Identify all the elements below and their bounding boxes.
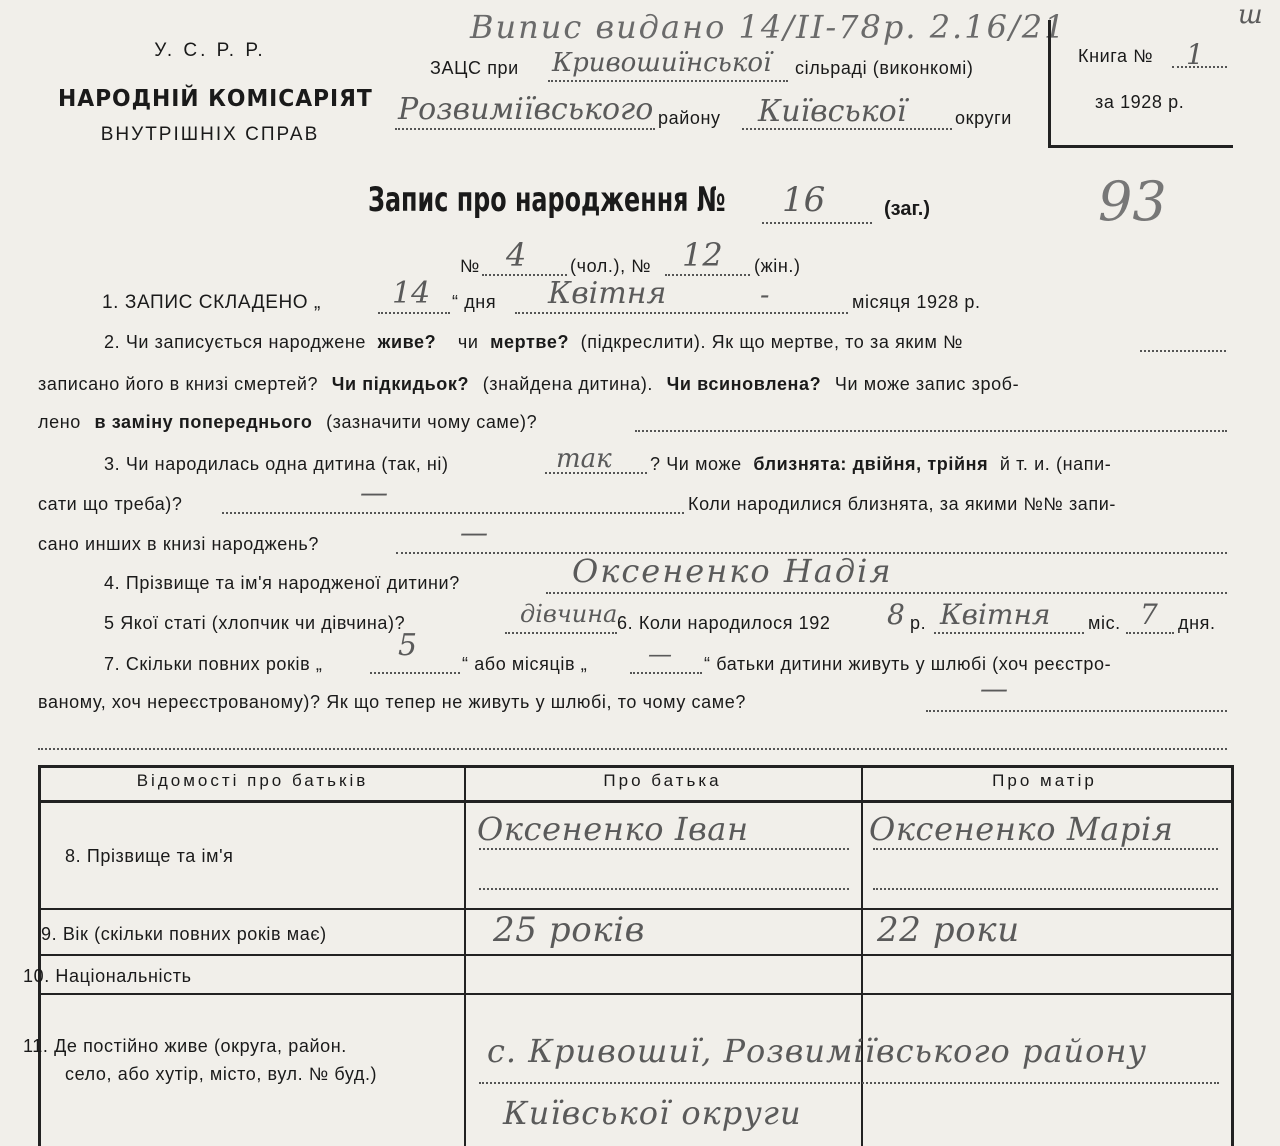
item6-day-suffix: дня. [1178, 613, 1216, 633]
mother-name-handwritten: Оксененко Марія [869, 810, 1174, 848]
male-number-handwritten: 4 [506, 236, 527, 274]
parents-table [23, 765, 1234, 1146]
side-number-handwritten: 93 [1098, 170, 1167, 233]
female-number-line [665, 274, 750, 276]
okruha-handwritten: Київської [758, 94, 907, 129]
item6-day-line [1126, 632, 1174, 634]
item7-years-handwritten: 5 [398, 628, 418, 663]
item4-q: 4. Прізвище та ім'я народженої дитини? [104, 573, 460, 593]
table-header-parents-info: Відомості про батьків [136, 771, 369, 790]
row-residence-label-1: 11. Де постійно живе (округа, район. [23, 1036, 347, 1056]
item2-replace-q: Чи може запис зроб- [834, 374, 1020, 394]
row-nationality-label: 10. Національність [23, 966, 192, 986]
female-number-handwritten: 12 [682, 236, 723, 274]
item2-dead: мертве? [490, 332, 570, 352]
book-box [1048, 20, 1233, 148]
item6-q: 6. Коли народилося 192 [617, 613, 831, 633]
item6-month-suffix: міс. [1088, 613, 1121, 633]
item7-rest: “ батьки дитини живуть у шлюбі (хоч реєстро- [704, 654, 1112, 674]
item6-year-handwritten: 8 [887, 598, 905, 631]
commissariat-label: НАРОДНІЙ КОМІСАРІЯТ [58, 86, 373, 112]
district-label: району [658, 108, 721, 128]
item6-year-suffix: р. [910, 613, 927, 633]
item7-q: 7. Скільки повних років „ [104, 654, 323, 674]
item2-line1 [104, 332, 963, 353]
book-label: Книга № [1078, 46, 1154, 66]
item1-suffix: місяця 1928 р. [852, 292, 981, 312]
item2-death-number-line [1140, 350, 1226, 352]
item1-dash-handwritten: - [760, 278, 770, 311]
district-handwritten: Розвиміївського [398, 92, 654, 127]
record-title-suffix: (заг.) [884, 198, 931, 220]
female-label: (жін.) [754, 256, 801, 276]
record-title: Запис про народження № [368, 180, 726, 220]
table-row-divider-3 [41, 993, 1231, 995]
item2-made: лено [38, 412, 81, 432]
item2-or: чи [457, 332, 479, 352]
residence-line-1 [479, 1082, 1219, 1084]
village-council-suffix: сільраді (виконкомі) [795, 58, 974, 78]
table-header-divider [41, 800, 1231, 803]
item3-twins: близнята: двійня, трійня [753, 454, 989, 474]
item7-reason-handwritten: — [980, 672, 1008, 705]
handwritten-issuance-note: Випис видано 14/ІІ-78р. 2.16/21 [470, 8, 1067, 46]
table-row-divider-2 [41, 954, 1231, 956]
item2-question: 2. Чи записується народжене [104, 332, 366, 352]
father-name-line-1 [479, 848, 849, 850]
item3-answer-handwritten: так [556, 444, 612, 474]
item2-foundling: Чи підкидьок? [331, 374, 470, 394]
item3-etc: й т. и. (напи- [999, 454, 1112, 474]
item2-found-child: (знайдена дитина). [482, 374, 654, 394]
item7-line2: ваному, хоч нереєстрованому)? Як що тепер не живуть у шлюбі, то чому саме? [38, 692, 746, 712]
row-residence-label-2: село, або хутір, місто, вул. № буд.) [65, 1064, 378, 1084]
item7-extra-line [38, 748, 1227, 750]
item2-adopted: Чи всиновлена? [666, 374, 822, 394]
item2-line3 [38, 412, 537, 433]
item3-line2a: сати що треба)? [38, 494, 183, 514]
item5-q: 5 Якої статі (хлопчик чи дівчина)? [104, 613, 406, 633]
item3-twins-line [222, 512, 684, 514]
item6-month-line [934, 632, 1084, 634]
republic-label: У. С. Р. Р. [154, 40, 266, 61]
item1-mid: “ дня [452, 292, 497, 312]
mother-age-handwritten: 22 роки [877, 910, 1020, 950]
item1-month-handwritten: Квітня [548, 276, 667, 311]
item1-day-handwritten: 14 [392, 276, 431, 311]
book-number-handwritten: 1 [1186, 38, 1204, 71]
residence-handwritten-2: Київської округи [503, 1094, 802, 1132]
item3-line3: сано инших в книзі народжень? [38, 534, 320, 554]
table-col-divider-2 [861, 768, 863, 1146]
item7-reason-line [926, 710, 1227, 712]
item6-month-handwritten: Квітня [940, 598, 1051, 631]
item3-other-handwritten: — [460, 516, 488, 549]
village-council-line [548, 80, 788, 82]
record-number-line [762, 222, 872, 224]
item7-months-handwritten: — [648, 640, 672, 668]
item1-month-line [515, 312, 848, 314]
mother-name-line-2 [873, 888, 1218, 890]
item5-sex-handwritten: дівчина [520, 600, 618, 628]
father-name-line-2 [479, 888, 849, 890]
item2-alive: живе? [377, 332, 437, 352]
row-name-label: 8. Прізвище та ім'я [65, 846, 234, 866]
item3-twins-handwritten: — [360, 476, 388, 509]
corner-mark: ш [1238, 0, 1263, 30]
okruha-label: округи [955, 108, 1012, 128]
item3-maybe: ? Чи може [650, 454, 742, 474]
item7-months-label: “ або місяців „ [462, 654, 588, 674]
item5-sex-line [505, 632, 617, 634]
item3-line2b: Коли народилися близнята, за якими №№ запи- [688, 494, 1117, 514]
item4-name-line [546, 592, 1227, 594]
item2-instructions: (підкреслити). Як що мертве, то за яким № [580, 332, 964, 352]
item7-months-line [630, 672, 702, 674]
mother-name-line-1 [873, 848, 1218, 850]
item4-name-handwritten: Оксененко Надія [572, 552, 893, 590]
residence-handwritten-1: с. Кривошиї, Розвиміївського району [487, 1032, 1148, 1070]
item7-years-line [370, 672, 460, 674]
item1-prefix: 1. ЗАПИС СКЛАДЕНО „ [102, 292, 321, 313]
table-col-divider-1 [464, 768, 466, 1146]
father-age-handwritten: 25 років [493, 910, 646, 950]
sub-no-label: № [460, 256, 480, 276]
item1-day-line [378, 312, 450, 314]
zags-prefix: ЗАЦС при [430, 58, 519, 78]
item3-line1-rest [650, 454, 1111, 475]
father-name-handwritten: Оксененко Іван [477, 810, 749, 848]
village-council-handwritten: Кривошиїнської [552, 48, 772, 78]
item6-day-handwritten: 7 [1140, 598, 1158, 631]
item2-replacement: в заміну попереднього [94, 412, 313, 432]
male-label: (чол.), № [570, 256, 652, 276]
item2-line2 [38, 374, 1019, 395]
item2-replacement-line [635, 430, 1227, 432]
record-number-handwritten: 16 [782, 180, 826, 220]
book-year: за 1928 р. [1095, 92, 1185, 112]
item2-specify: (зазначити чому саме)? [326, 412, 538, 432]
item2-death-book: записано його в книзі смертей? [38, 374, 319, 394]
district-line [395, 128, 655, 130]
table-header-mother: Про матір [992, 771, 1097, 790]
item3-q: 3. Чи народилась одна дитина (так, ні) [104, 454, 449, 474]
row-age-label: 9. Вік (скільки повних років має) [41, 924, 327, 944]
table-header-father: Про батька [603, 771, 722, 790]
department-label: ВНУТРІШНІХ СПРАВ [100, 124, 320, 145]
